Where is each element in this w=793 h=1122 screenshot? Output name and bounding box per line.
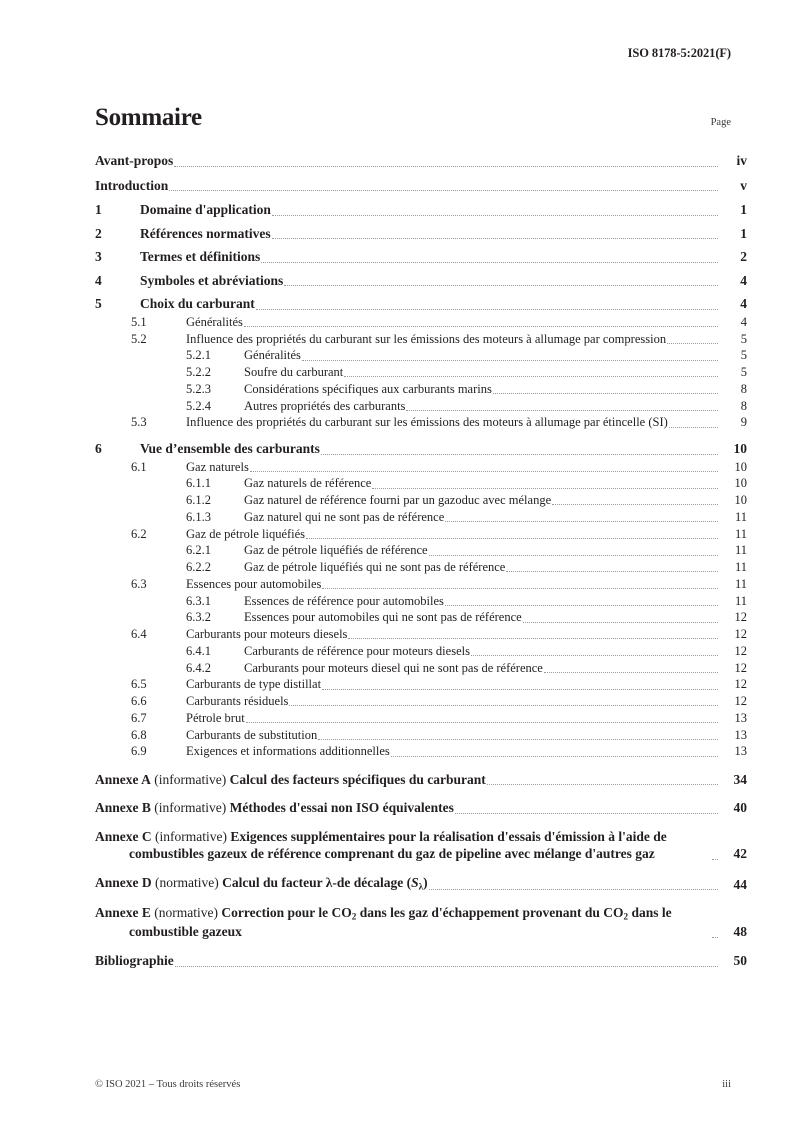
toc-entry-clause-5-3[interactable] (95, 414, 747, 430)
toc-entry-label: Exigences et informations additionnelles (186, 744, 390, 759)
dot-leader (175, 965, 718, 967)
toc-entry-number: 6.4 (131, 627, 147, 642)
toc-entry-number: 6.8 (131, 727, 147, 742)
annex-kind: (informative) (155, 828, 227, 844)
dot-leader (174, 165, 718, 167)
toc-entry-clause-6-3-1[interactable] (95, 593, 747, 609)
toc-entry-clause-6-6[interactable] (95, 693, 747, 709)
toc-entry-number: 5.2.4 (186, 398, 211, 413)
toc-entry-number: 6.3 (131, 576, 147, 591)
toc-entry-number: 3 (95, 249, 102, 265)
toc-entry-clause-6-4-2[interactable] (95, 660, 747, 676)
annex-title: Calcul des facteurs spécifiques du carburant (229, 771, 486, 787)
annex-title: Méthodes d'essai non ISO équivalentes (229, 800, 454, 816)
toc-entry-clause-6[interactable] (95, 440, 747, 458)
toc-entry-page: 1 (740, 202, 747, 218)
toc-entry-page: 5 (740, 348, 747, 363)
toc-entry-page: 1 (740, 225, 747, 241)
toc-entry-label: Généralités (186, 314, 243, 329)
toc-entry-label: Carburants de type distillat (186, 677, 322, 692)
toc-entry-page: 12 (734, 643, 747, 658)
toc-entry-page: 10 (733, 441, 747, 457)
toc-entry-avant-propos[interactable] (95, 152, 747, 170)
toc-entry-clause-6-2-2[interactable] (95, 559, 747, 575)
toc-entry-label: Gaz de pétrole liquéfiés qui ne sont pas de référence (244, 560, 506, 575)
toc-entry-page: 10 (734, 459, 747, 474)
toc-entry-clause-6-1[interactable] (95, 459, 747, 475)
toc-entry-label: Introduction (95, 177, 169, 193)
toc-entry-page: 8 (740, 381, 747, 396)
annex-kind: (normative) (154, 905, 218, 921)
dot-leader (284, 284, 718, 286)
annex-title: Exigences supplémentaires pour la réalisation d'essais d'émission à l'aide de combustibles gazeux de référence comprenant du gaz de pipeline avec mélange d'autres gaz (129, 828, 667, 862)
annex-prefix: Annexe B (95, 800, 151, 816)
dot-leader (372, 487, 718, 489)
toc-entry-page: 12 (734, 627, 747, 642)
dot-leader (487, 783, 718, 785)
toc-entry-number: 6.2.2 (186, 560, 211, 575)
toc-entry-number: 6.2.1 (186, 543, 211, 558)
toc-entry-label (95, 874, 428, 893)
toc-entry-clause-6-3-2[interactable] (95, 609, 747, 625)
dot-leader (306, 537, 718, 539)
toc-entry-label: Vue d’ensemble des carburants (140, 441, 320, 457)
dot-leader (406, 409, 718, 411)
toc-entry-page: 5 (740, 365, 747, 380)
dot-leader (272, 237, 718, 239)
toc-entry-clause-6-1-2[interactable] (95, 492, 747, 508)
toc-entry-page: 12 (734, 660, 747, 675)
toc-entry-label: Pétrole brut (186, 710, 245, 725)
toc-entry-clause-5-1[interactable] (95, 314, 747, 330)
annex-title: Calcul du facteur λ-de décalage $(S_\lambda)$ (222, 874, 428, 892)
dot-leader (302, 359, 718, 361)
dot-leader (169, 189, 718, 191)
toc-entry-label: Influence des propriétés du carburant sur les émissions des moteurs à allumage par étincelle (SI) (186, 415, 668, 430)
dot-leader (712, 858, 718, 860)
toc-entry-number: 6.2 (131, 526, 147, 541)
page-footer (95, 1079, 731, 1090)
toc-entry-label: Gaz de pétrole liquéfiés de référence (244, 543, 428, 558)
toc-entry-annexe-d[interactable] (95, 874, 747, 893)
dot-leader (246, 721, 718, 723)
annex-prefix: Annexe C (95, 828, 152, 844)
toc-entry-clause-6-1-3[interactable] (95, 509, 747, 525)
toc-entry-label: Termes et définitions (140, 249, 261, 265)
toc-entry-number: 6.9 (131, 744, 147, 759)
toc-entry-number: 6.3.2 (186, 610, 211, 625)
dot-leader (289, 704, 718, 706)
toc-entry-label: Carburants de substitution (186, 727, 318, 742)
toc-entry-page: 12 (734, 694, 747, 709)
toc-entry-page: 48 (733, 924, 747, 940)
dot-leader (261, 261, 718, 263)
toc-entry-annexe-e[interactable] (95, 904, 747, 941)
toc-entry-label (95, 828, 711, 863)
dot-leader (506, 570, 718, 572)
toc-entry-clause-5-2-2[interactable] (95, 364, 747, 380)
toc-entry-page: 12 (734, 677, 747, 692)
annex-kind: (normative) (155, 874, 219, 890)
toc-entry-label: Gaz naturel de référence fourni par un gazoduc avec mélange (244, 493, 552, 508)
section-spacer (95, 431, 747, 440)
page-title: Sommaire (95, 104, 202, 131)
toc-entry-clause-6-2[interactable] (95, 526, 747, 542)
toc-entry-label: Symboles et abréviations (140, 272, 284, 288)
dot-leader (250, 470, 718, 472)
toc-entry-clause-5-2-4[interactable] (95, 398, 747, 414)
toc-entry-clause-6-2-1[interactable] (95, 542, 747, 558)
annex-title: Correction pour le $CO_2$ dans les gaz d'échappement provenant du $CO_2$ dans le combustible gazeux (129, 905, 672, 940)
toc-entry-clause-5-2-1[interactable] (95, 347, 747, 363)
dot-leader (321, 453, 718, 455)
toc-entry-number: 6.1.2 (186, 493, 211, 508)
dot-leader (667, 342, 718, 344)
toc-entry-clause-6-9[interactable] (95, 743, 747, 759)
dot-leader (544, 671, 718, 673)
dot-leader (429, 554, 718, 556)
toc-entry-number: 5.1 (131, 314, 147, 329)
toc-entry-page: 10 (734, 493, 747, 508)
document-reference-header: ISO 8178-5:2021(F) (627, 46, 731, 60)
dot-leader (344, 375, 718, 377)
toc-entry-number: 5.2.3 (186, 381, 211, 396)
toc-entry-page: 10 (734, 476, 747, 491)
toc-entry-page: 44 (733, 876, 747, 892)
toc-entry-number: 6.7 (131, 710, 147, 725)
toc-entry-page: 4 (740, 314, 747, 329)
toc-entry-clause-6-8[interactable] (95, 727, 747, 743)
toc-entry-page: 11 (734, 560, 747, 575)
toc-entry-label: Gaz naturels (186, 459, 249, 474)
toc-entry-label: Soufre du carburant (244, 365, 344, 380)
toc-title-row (95, 104, 731, 132)
table-of-contents (95, 152, 747, 973)
toc-entry-page: 9 (740, 415, 747, 430)
toc-entry-number: 6.1 (131, 459, 147, 474)
toc-entry-page: 11 (734, 509, 747, 524)
toc-entry-label: Influence des propriétés du carburant sur les émissions des moteurs à allumage par compression (186, 331, 667, 346)
toc-entry-bibliographie[interactable] (95, 952, 747, 970)
dot-leader (429, 888, 718, 890)
toc-entry-label: Bibliographie (95, 952, 174, 968)
toc-entry-page: v (740, 177, 747, 193)
toc-entry-label (95, 771, 486, 789)
toc-entry-label: Essences pour automobiles qui ne sont pas de référence (244, 610, 522, 625)
toc-entry-annexe-c[interactable] (95, 828, 747, 863)
toc-entry-number: 6.3.1 (186, 593, 211, 608)
toc-entry-page: 4 (740, 272, 747, 288)
toc-entry-number: 6.1.1 (186, 476, 211, 491)
annex-kind: (informative) (154, 771, 227, 787)
toc-entry-page: 42 (733, 846, 747, 862)
toc-entry-number: 2 (95, 225, 102, 241)
toc-entry-number: 4 (95, 272, 102, 288)
toc-entry-page: 11 (734, 526, 747, 541)
dot-leader (445, 520, 718, 522)
dot-leader (712, 936, 718, 938)
toc-entry-label: Généralités (244, 348, 301, 363)
toc-entry-page: 11 (734, 576, 747, 591)
toc-entry-label: Carburants pour moteurs diesel qui ne sont pas de référence (244, 660, 543, 675)
toc-entry-label: Avant-propos (95, 153, 174, 168)
toc-entry-label (95, 904, 711, 941)
toc-entry-label: Autres propriétés des carburants (244, 398, 406, 413)
toc-entry-clause-2[interactable] (95, 225, 747, 243)
toc-entry-number: 5.2.2 (186, 365, 211, 380)
toc-entry-label: Carburants pour moteurs diesels (186, 627, 348, 642)
dot-leader (455, 812, 718, 814)
toc-entry-clause-5-2[interactable] (95, 331, 747, 347)
toc-entry-number: 6.6 (131, 694, 147, 709)
toc-entry-label: Essences pour automobiles (186, 576, 322, 591)
toc-entry-page: 2 (740, 249, 747, 265)
annex-prefix: Annexe D (95, 874, 152, 890)
toc-entry-number: 6.1.3 (186, 509, 211, 524)
dot-leader (322, 587, 718, 589)
page-column-label: Page (710, 117, 731, 128)
toc-entry-number: 6.5 (131, 677, 147, 692)
dot-leader (669, 426, 718, 428)
toc-entry-number: 5.3 (131, 415, 147, 430)
toc-entry-clause-6-5[interactable] (95, 676, 747, 692)
annex-prefix: Annexe E (95, 905, 151, 921)
toc-entry-label: Domaine d'application (140, 202, 271, 218)
toc-entry-clause-5-2-3[interactable] (95, 381, 747, 397)
toc-entry-number: 6.4.1 (186, 643, 211, 658)
toc-entry-page: 8 (740, 398, 747, 413)
toc-entry-label: Références normatives (140, 225, 271, 241)
toc-entry-label: Essences de référence pour automobiles (244, 593, 444, 608)
dot-leader (523, 621, 718, 623)
toc-entry-page: 40 (733, 800, 747, 816)
dot-leader (322, 688, 718, 690)
toc-entry-clause-6-7[interactable] (95, 710, 747, 726)
toc-entry-page: 11 (734, 543, 747, 558)
toc-entry-page: 13 (734, 744, 747, 759)
dot-leader (493, 392, 718, 394)
toc-entry-page: iv (736, 153, 747, 168)
dot-leader (391, 755, 718, 757)
toc-entry-annexe-b[interactable] (95, 799, 747, 817)
page-folio: iii (722, 1079, 731, 1090)
toc-entry-label: Choix du carburant (140, 296, 255, 312)
toc-entry-page: 13 (734, 710, 747, 725)
toc-entry-number: 5.2.1 (186, 348, 211, 363)
toc-entry-page: 11 (734, 593, 747, 608)
toc-entry-clause-6-1-1[interactable] (95, 475, 747, 491)
toc-entry-number: 6 (95, 441, 102, 457)
dot-leader (471, 654, 718, 656)
toc-entry-number: 5 (95, 296, 102, 312)
toc-entry-label: Gaz de pétrole liquéfiés (186, 526, 306, 541)
toc-entry-clause-4[interactable] (95, 272, 747, 290)
dot-leader (348, 637, 718, 639)
annex-prefix: Annexe A (95, 771, 151, 787)
dot-leader (318, 738, 718, 740)
toc-entry-clause-6-3[interactable] (95, 576, 747, 592)
toc-entry-number: 6.4.2 (186, 660, 211, 675)
toc-entry-page: 34 (733, 771, 747, 787)
toc-entry-number: 5.2 (131, 331, 147, 346)
toc-entry-label: Carburants de référence pour moteurs diesels (244, 643, 470, 658)
toc-entry-number: 1 (95, 202, 102, 218)
toc-entry-clause-1[interactable] (95, 201, 747, 219)
toc-entry-clause-6-4-1[interactable] (95, 643, 747, 659)
toc-entry-label: Gaz naturel qui ne sont pas de référence (244, 509, 445, 524)
copyright-notice: © ISO 2021 – Tous droits réservés (95, 1079, 241, 1090)
toc-entry-page: 50 (733, 952, 747, 968)
dot-leader (272, 214, 718, 216)
toc-entry-page: 5 (740, 331, 747, 346)
dot-leader (552, 503, 718, 505)
dot-leader (256, 308, 718, 310)
toc-entry-page: 13 (734, 727, 747, 742)
dot-leader (445, 604, 718, 606)
toc-entry-clause-5[interactable] (95, 295, 747, 313)
dot-leader (244, 325, 718, 327)
toc-entry-clause-6-4[interactable] (95, 626, 747, 642)
toc-entry-introduction[interactable] (95, 177, 747, 195)
toc-entry-label: Carburants résiduels (186, 694, 289, 709)
toc-entry-page: 12 (734, 610, 747, 625)
toc-entry-label (95, 799, 454, 817)
toc-entry-page: 4 (740, 296, 747, 312)
toc-entry-clause-3[interactable] (95, 248, 747, 266)
toc-entry-label: Considérations spécifiques aux carburants marins (244, 381, 492, 396)
annex-kind: (informative) (154, 800, 227, 816)
toc-entry-annexe-a[interactable] (95, 771, 747, 789)
toc-entry-label: Gaz naturels de référence (244, 476, 372, 491)
